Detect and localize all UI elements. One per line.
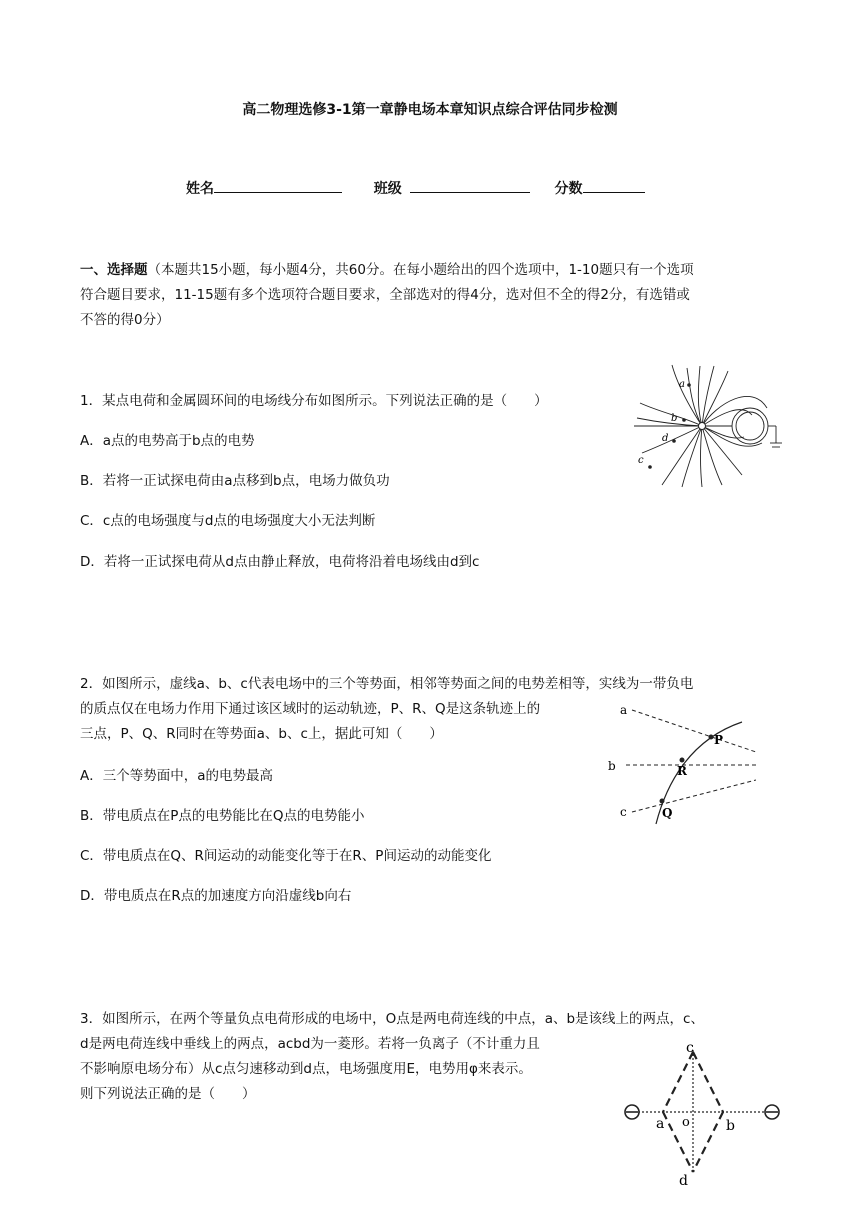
fig2-label-c: c (620, 805, 627, 819)
fig1-label-a: a (679, 379, 685, 390)
section-instructions (80, 258, 780, 333)
fig2-label-b: b (608, 759, 616, 773)
student-info-row (186, 178, 645, 198)
fig3-label-c: c (686, 1040, 694, 1056)
question-1-option-c[interactable]: C．c点的电场强度与d点的电场强度大小无法判断 (80, 513, 376, 529)
fig3-label-b: b (726, 1118, 735, 1134)
class-blank[interactable] (410, 178, 530, 193)
class-label: 班级 (373, 181, 402, 197)
fig3-label-d: d (679, 1173, 688, 1188)
instructions-line-2: 符合题目要求，11-15题有多个选项符合题目要求，全部选对的得4分，选对但不全的得2分，有选错或 (80, 287, 690, 303)
question-3-stem-line-2: d是两电荷连线中垂线上的两点，acbd为一菱形。若将一负离子（不计重力且 (80, 1036, 540, 1052)
fig2-label-p: P (714, 733, 724, 747)
score-label: 分数 (554, 181, 583, 197)
question-1-option-d[interactable]: D．若将一正试探电荷从d点由静止释放，电荷将沿着电场线由d到c (80, 554, 480, 570)
question-2-option-a[interactable]: A．三个等势面中，a的电势最高 (80, 768, 274, 784)
question-2-stem-line-2: 的质点仅在电场力作用下通过该区域时的运动轨迹，P、R、Q是这条轨迹上的 (80, 701, 541, 717)
question-3-stem-line-4: 则下列说法正确的是（ ） (80, 1086, 256, 1102)
question-1-option-b[interactable]: B．若将一正试探电荷由a点移到b点，电场力做负功 (80, 473, 390, 489)
fig1-label-b: b (671, 413, 678, 424)
question-2-option-c[interactable]: C．带电质点在Q、R间运动的动能变化等于在R、P间运动的动能变化 (80, 848, 492, 864)
question-2-option-b[interactable]: B．带电质点在P点的电势能比在Q点的电势能小 (80, 808, 365, 824)
question-3-rhombus-figure (618, 1038, 788, 1188)
instructions-line-1: （本题共15小题，每小题4分，共60分。在每小题给出的四个选项中，1-10题只有一个选项 (147, 262, 694, 278)
score-blank[interactable] (583, 178, 645, 193)
question-2-equipotential-figure (604, 700, 756, 826)
name-blank[interactable] (214, 178, 342, 193)
fig1-label-d: d (662, 433, 669, 444)
fig1-label-c: c (638, 455, 644, 466)
page-title: 高二物理选修3-1第一章静电场本章知识点综合评估同步检测 (242, 102, 618, 118)
question-2-option-d[interactable]: D．带电质点在R点的加速度方向沿虚线b向右 (80, 888, 352, 904)
fig2-label-a: a (620, 703, 628, 717)
question-1-option-a[interactable]: A．a点的电势高于b点的电势 (80, 433, 255, 449)
fig3-label-o: o (682, 1115, 690, 1130)
question-1-stem: 1．某点电荷和金属圆环间的电场线分布如图所示。下列说法正确的是（ ） (80, 393, 548, 409)
question-1-field-line-figure (632, 363, 782, 488)
fig3-label-a: a (656, 1116, 665, 1132)
fig2-label-r: R (677, 764, 687, 778)
question-3-stem-line-3: 不影响原电场分布）从c点匀速移动到d点，电场强度用E，电势用φ来表示。 (80, 1061, 532, 1077)
question-2-stem-line-3: 三点，P、Q、R同时在等势面a、b、c上，据此可知（ ） (80, 726, 443, 742)
question-2-stem-line-1: 2．如图所示，虚线a、b、c代表电场中的三个等势面，相邻等势面之间的电势差相等，实线为一带负电 (80, 676, 694, 692)
instructions-line-3: 不答的得0分） (80, 312, 170, 328)
name-label: 姓名 (186, 181, 214, 197)
question-3-stem-line-1: 3．如图所示，在两个等量负点电荷形成的电场中，O点是两电荷连线的中点，a、b是该线上的两点，c、 (80, 1011, 704, 1027)
section-heading: 一、选择题 (80, 262, 148, 278)
fig2-label-q: Q (662, 806, 673, 820)
